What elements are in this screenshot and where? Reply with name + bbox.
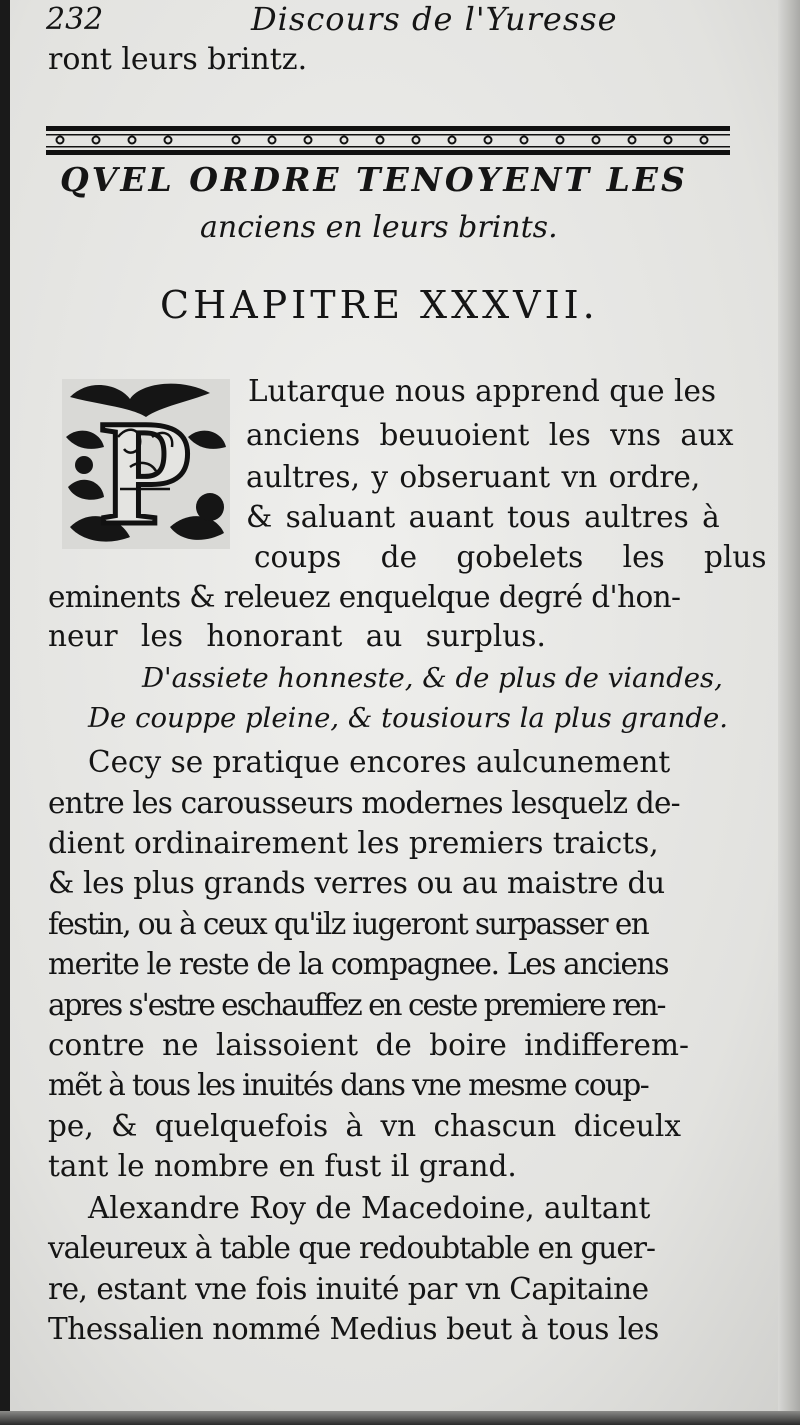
running-header [46,2,746,42]
body-line: pe, & quelquefois à vn chascun diceulx [48,1109,682,1143]
page-right-edge [778,0,800,1425]
body-line: contre ne laissoient de boire indifferem- [48,1028,689,1062]
body-line: re, estant vne fois inuité par vn Capitaine [48,1272,649,1306]
body-line: mẽt à tous les inuités dans vne mesme coup- [48,1068,649,1102]
body-line: tant le nombre en fust il grand. [48,1149,517,1183]
decorated-dropcap [60,377,232,551]
body-line: festin, ou à ceux qu'ilz iugeront surpasser en [48,907,649,941]
chapter-heading: CHAPITRE XXXVII. [160,283,599,327]
dropcap-letter: P [100,390,192,551]
page-left-shadow [0,0,10,1425]
verse-line: D'assiete honneste, & de plus de viandes, [142,662,723,694]
body-line: neur les honorant au surplus. [48,619,546,653]
page-number: 232 [46,2,104,37]
body-line: aultres, y obseruant vn ordre, [246,460,701,494]
page-bottom-shadow [0,1411,800,1425]
body-line: dient ordinairement les premiers traicts, [48,826,659,860]
body-line: & les plus grands verres ou au maistre du [48,866,665,900]
ornamental-rule [46,124,730,158]
body-line: coups de gobelets les plus [254,540,767,574]
body-line: valeureux à table que redoubtable en guer- [48,1231,655,1265]
body-line: Lutarque nous apprend que les [248,374,717,408]
body-line: merite le reste de la compagnee. Les anciens [48,947,669,981]
chapter-title-line-1: QVEL ORDRE TENOYENT LES [60,160,688,199]
body-line: apres s'estre eschauffez en ceste premiere ren- [48,988,665,1022]
body-line: eminents & releuez enquelque degré d'hon- [48,580,681,614]
verse-line: De couppe pleine, & tousiours la plus grande. [88,702,728,734]
body-line: Cecy se pratique encores aulcunement [88,745,671,779]
body-line: Alexandre Roy de Macedoine, aultant [88,1191,651,1225]
running-title: Discours de l'Yuresse [251,0,618,38]
chapter-title-line-2: anciens en leurs brints. [200,210,558,245]
body-line: entre les carousseurs modernes lesquelz de- [48,786,680,820]
body-line: & saluant auant tous aultres à [246,500,720,534]
body-line: anciens beuuoient les vns aux [246,418,734,452]
body-line: Thessalien nommé Medius beut à tous les [48,1312,659,1346]
carryover-line: ront leurs brintz. [48,42,308,77]
